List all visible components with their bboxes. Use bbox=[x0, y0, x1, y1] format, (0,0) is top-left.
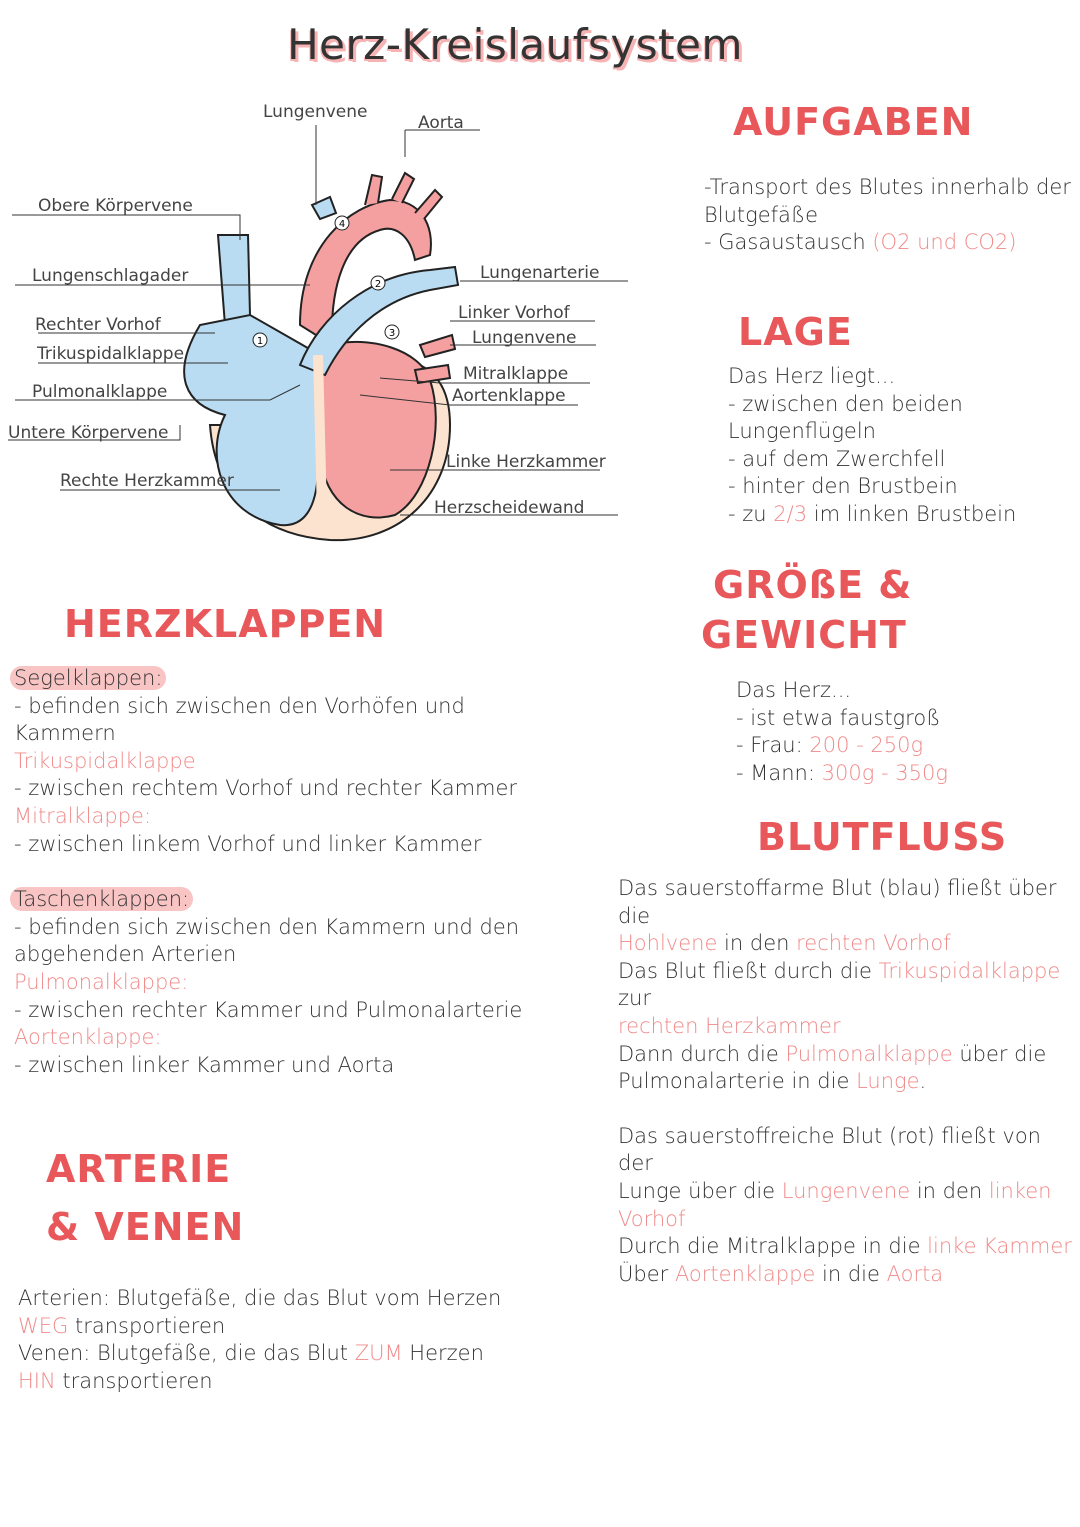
segelklappen-title: Segelklappen: bbox=[14, 665, 554, 693]
marker-1 bbox=[253, 333, 267, 347]
label-herzscheidewand: Herzscheidewand bbox=[434, 498, 585, 518]
blutfluss-heading: BLUTFLUSS bbox=[757, 815, 1008, 859]
arterie-line-2: WEG transportieren bbox=[18, 1313, 226, 1338]
blutfluss-p1-line-6: Pulmonalarterie in die Lunge. bbox=[618, 1069, 927, 1094]
lage-text bbox=[728, 363, 1068, 529]
blutfluss-p2-line-1: Das sauerstoffreiche Blut (rot) fließt von der bbox=[618, 1123, 1041, 1176]
label-untere-koerpervene: Untere Körpervene bbox=[8, 423, 169, 443]
right-heart-blue bbox=[184, 315, 320, 525]
blutfluss-p2-line-5: Über Aortenklappe in die Aorta bbox=[618, 1261, 944, 1286]
arterie-line-3: Venen: Blutgefäße, die das Blut ZUM Herzen bbox=[18, 1341, 484, 1366]
page-title: Herz-Kreislaufsystem bbox=[287, 20, 743, 69]
vena-cava-superior bbox=[218, 235, 250, 325]
segelklappen-line-2: Kammern bbox=[14, 721, 116, 746]
blutfluss-p2-line-3: Vorhof bbox=[618, 1206, 686, 1231]
groesse-heading-line-1: GRÖßE & bbox=[713, 563, 913, 607]
groesse-heading-line-2: GEWICHT bbox=[701, 613, 907, 657]
blutfluss-text bbox=[618, 875, 1078, 1288]
herzklappen-text bbox=[14, 665, 554, 1079]
groesse-line-1: - ist etwa faustgroß bbox=[736, 705, 941, 730]
mitralklappe-text: - zwischen linkem Vorhof und linker Kammer bbox=[14, 831, 482, 856]
svg-text:2: 2 bbox=[374, 279, 382, 290]
aufgaben-line-3: - Gasaustausch (O2 und CO2) bbox=[704, 230, 1017, 255]
herzklappen-heading: HERZKLAPPEN bbox=[64, 602, 387, 646]
marker-2 bbox=[371, 276, 385, 290]
label-lungenschlagader: Lungenschlagader bbox=[32, 266, 189, 286]
marker-3 bbox=[385, 325, 399, 339]
blutfluss-p1-line-3: Das Blut fließt durch die Trikuspidalklappe zur bbox=[618, 958, 1061, 1011]
label-mitralklappe: Mitralklappe bbox=[463, 364, 569, 384]
groesse-text bbox=[736, 677, 1056, 787]
svg-text:4: 4 bbox=[338, 219, 346, 230]
groesse-intro: Das Herz... bbox=[736, 678, 852, 702]
svg-text:1: 1 bbox=[256, 336, 264, 347]
lage-line-4: - hinter den Brustbein bbox=[728, 474, 958, 499]
aufgaben-text bbox=[704, 174, 1074, 257]
left-heart-red bbox=[320, 342, 436, 518]
lage-line-3: - auf dem Zwerchfell bbox=[728, 446, 946, 471]
arterie-line-1: Arterien: Blutgefäße, die das Blut vom Herzen bbox=[18, 1286, 502, 1310]
taschenklappen-title: Taschenklappen: bbox=[14, 886, 554, 914]
aortenklappe-title: Aortenklappe: bbox=[14, 1025, 162, 1050]
groesse-line-2: - Frau: 200 - 250g bbox=[736, 733, 924, 758]
arterie-line-4: HIN transportieren bbox=[18, 1368, 213, 1393]
pulmonalklappe-text: - zwischen rechter Kammer und Pulmonalarterie bbox=[14, 997, 523, 1022]
label-trikuspidalklappe: Trikuspidalklappe bbox=[37, 344, 185, 364]
groesse-heading bbox=[701, 560, 913, 660]
blutfluss-p2-line-2: Lunge über die Lungenvene in den linken bbox=[618, 1178, 1052, 1203]
pulmonalklappe-title: Pulmonalklappe: bbox=[14, 969, 189, 994]
segelklappen-line-1: - befinden sich zwischen den Vorhöfen und bbox=[14, 693, 465, 718]
label-linker-vorhof: Linker Vorhof bbox=[458, 303, 570, 323]
trikuspidalklappe-text: - zwischen rechtem Vorhof und rechter Kammer bbox=[14, 776, 518, 801]
aufgaben-line-2: Blutgefäße bbox=[704, 202, 819, 227]
lage-heading: LAGE bbox=[738, 310, 853, 354]
svg-text:3: 3 bbox=[388, 328, 396, 339]
arterie-heading bbox=[46, 1140, 244, 1256]
blutfluss-p1-line-5: Dann durch die Pulmonalklappe über die bbox=[618, 1041, 1047, 1066]
label-pulmonalklappe: Pulmonalklappe bbox=[32, 382, 168, 402]
arterie-heading-line-1: ARTERIE bbox=[46, 1147, 232, 1191]
arterie-heading-line-2: & VENEN bbox=[46, 1205, 245, 1249]
label-lungenvene-right: Lungenvene bbox=[472, 328, 577, 348]
trikuspidalklappe-title: Trikuspidalklappe bbox=[14, 748, 196, 773]
lage-line-1: - zwischen den beiden bbox=[728, 391, 963, 416]
label-aortenklappe: Aortenklappe bbox=[452, 386, 566, 406]
blutfluss-p2-line-4: Durch die Mitralklappe in die linke Kammer bbox=[618, 1234, 1072, 1259]
label-linke-herzkammer: Linke Herzkammer bbox=[446, 452, 606, 472]
marker-4 bbox=[335, 216, 349, 230]
lage-line-2: Lungenflügeln bbox=[728, 419, 876, 444]
groesse-line-3: - Mann: 300g - 350g bbox=[736, 760, 948, 785]
lage-line-5: - zu 2/3 im linken Brustbein bbox=[728, 501, 1017, 526]
label-obere-koerpervene: Obere Körpervene bbox=[38, 196, 193, 216]
lage-intro: Das Herz liegt... bbox=[728, 364, 896, 388]
aufgaben-line-1: -Transport des Blutes innerhalb der bbox=[704, 175, 1071, 199]
aufgaben-heading: AUFGABEN bbox=[733, 100, 974, 144]
arterie-text bbox=[18, 1285, 538, 1395]
blutfluss-p1-line-4: rechten Herzkammer bbox=[618, 1013, 841, 1038]
pulmonary-veins bbox=[415, 335, 455, 383]
taschenklappen-line-1: - befinden sich zwischen den Kammern und den bbox=[14, 914, 520, 939]
aortenklappe-text: - zwischen linker Kammer und Aorta bbox=[14, 1052, 395, 1077]
label-rechter-vorhof: Rechter Vorhof bbox=[35, 315, 161, 335]
septum bbox=[318, 355, 322, 515]
label-lungenarterie: Lungenarterie bbox=[480, 263, 600, 283]
label-lungenvene-top: Lungenvene bbox=[263, 102, 368, 122]
blutfluss-p1-line-2: Hohlvene in den rechten Vorhof bbox=[618, 931, 951, 956]
blutfluss-p1-line-1: Das sauerstoffarme Blut (blau) fließt über die bbox=[618, 876, 1057, 928]
mitralklappe-title: Mitralklappe: bbox=[14, 803, 152, 828]
label-rechte-herzkammer: Rechte Herzkammer bbox=[60, 471, 234, 491]
taschenklappen-line-2: abgehenden Arterien bbox=[14, 942, 237, 967]
label-aorta: Aorta bbox=[418, 113, 464, 133]
